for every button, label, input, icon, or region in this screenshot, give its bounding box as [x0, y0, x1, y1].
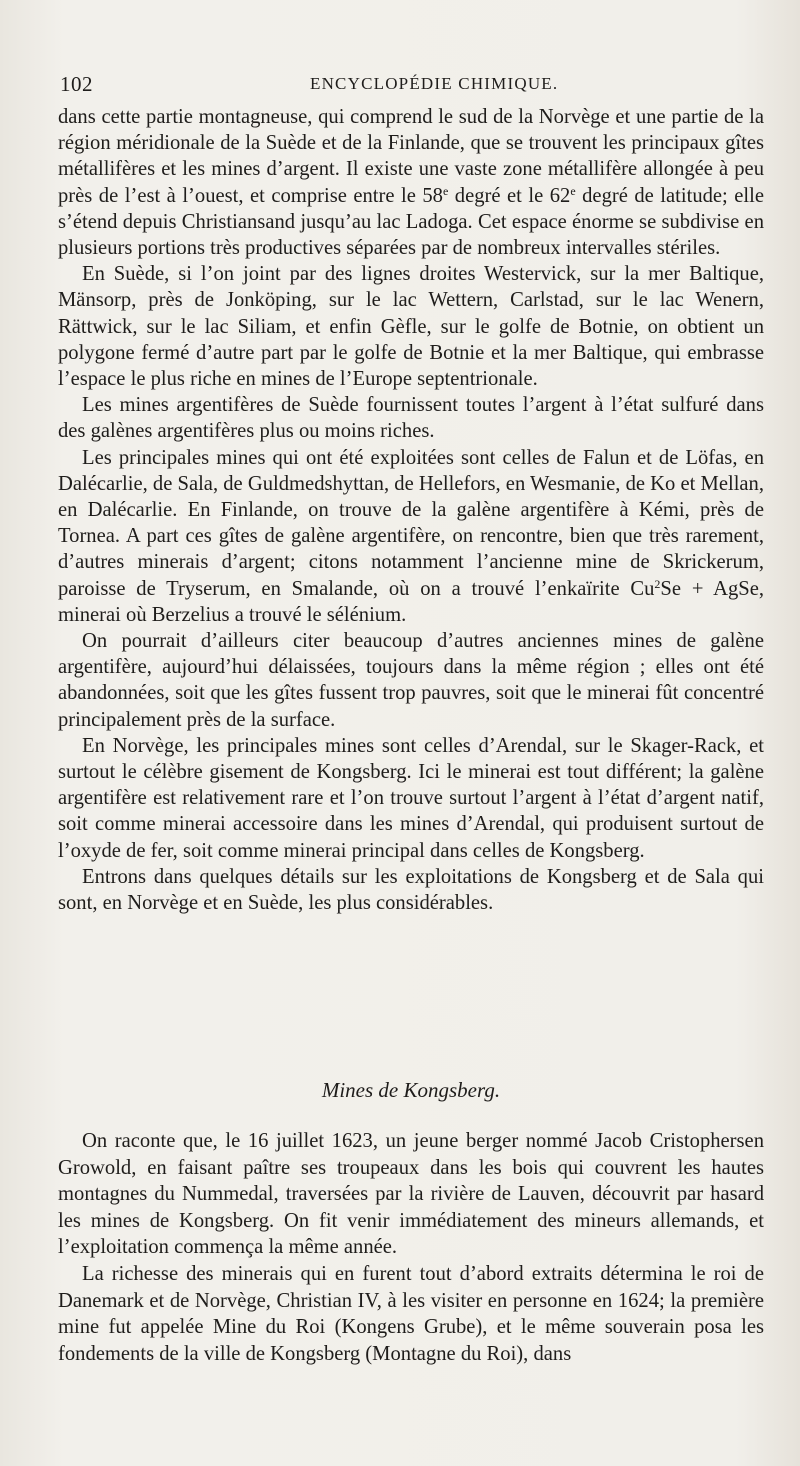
paragraph-4 [58, 445, 764, 628]
running-title: ENCYCLOPÉDIE CHIMIQUE. [310, 74, 559, 93]
page-header [60, 72, 750, 102]
paragraph-7: Entrons dans quelques détails sur les exploitations de Kongsberg et de Sala qui sont, en Norvège et en Suède, les plus considérables. [58, 865, 764, 915]
paragraph-2: En Suède, si l’on joint par des lignes droites Westervick, sur la mer Baltique, Mänsorp, près de Jonköping, sur le lac Wettern, Carlstad, sur le lac Wenern, Rättwick, sur le lac Siliam, et enfin Gèfle, sur le golfe de Botnie, on obtient un polygone fermé d’autre part par le golfe de Botnie et la mer Baltique, qui embrasse l’espace le plus riche en mines de l’Europe septentrionale. [58, 263, 764, 391]
paragraph-5: On pourrait d’ailleurs citer beaucoup d’autres anciennes mines de galène argentifère, aujourd’hui délaissées, toujours dans la même région ; elles ont été abandonnées, soit que les gîtes fussent trop pauvres, soit que le minerai fût concentré principalement près de la surface. [58, 630, 764, 731]
paragraph-4-text-b: Se + AgSe, minerai où Berzelius a trouvé le sélénium. [58, 577, 765, 626]
paragraph-4-text-a: Les principales mines qui ont été exploitées sont celles de Falun et de Löfas, en Dalécarlie, de Sala, de Guldmedshyttan, de Hellefors, en Wesmanie, de Ko et Mellan, en Dalécarlie. En Finlande, on trouve de la galène argentifère à Kémi, près de Tornea. A part ces gîtes de galène argentifère, on rencontre, bien que très rarement, d’autres minerais d’argent; citons notamment l’ancienne mine de Skrickerum, paroisse de Tryserum, en Smalande, où on a trouvé l’enkaïrite Cu [58, 446, 764, 600]
superscript-2: 2 [654, 576, 661, 591]
superscript-e-2: e [570, 183, 576, 198]
section-heading: Mines de Kongsberg. [321, 1078, 501, 1102]
main-text [58, 104, 764, 916]
page-number: 102 [60, 72, 93, 96]
paragraph-3: Les mines argentifères de Suède fournissent toutes l’argent à l’état sulfuré dans des galènes argentifères plus ou moins riches. [58, 394, 764, 443]
paragraph-1-text-a: dans cette partie montagneuse, qui comprend le sud de la Norvège et une partie de la région méridionale de la Suède et de la Finlande, que se trouvent les principaux gîtes métallifères et les mines d’argent. Il existe une vaste zone métallifère allongée à peu près de l’est à l’ouest, et comprise entre le 58 [58, 106, 764, 207]
paragraph-1 [58, 104, 764, 261]
superscript-e-1: e [442, 183, 449, 198]
paragraph-1-text-b: degré et le 62 [448, 184, 571, 207]
paragraph-1-text-c: degré de latitude; elle s’étend depuis Christiansand jusqu’au lac Ladoga. Cet espace énorme se subdivise en plusieurs portions très productives séparées par de nombreux intervalles stériles. [58, 184, 764, 260]
section-text [58, 1128, 764, 1367]
section-paragraph-2: La richesse des minerais qui en furent tout d’abord extraits détermina le roi de Danemark et de Norvège, Christian IV, à les visiter en personne en 1624; la première mine fut appelée Mine du Roi (Kongens Grube), et le même souverain posa les fondements de la ville de Kongsberg (Montagne du Roi), dans [58, 1262, 764, 1365]
paragraph-6: En Norvège, les principales mines sont celles d’Arendal, sur le Skager-Rack, et surtout le célèbre gisement de Kongsberg. Ici le minerai est tout différent; la galène argentifère est relativement rare et l’on trouve surtout l’argent à l’état d’argent natif, soit comme minerai accessoire dans les mines d’Arendal, qui produisent surtout de l’oxyde de fer, soit comme minerai principal dans celles de Kongsberg. [58, 734, 764, 862]
section-paragraph-1: On raconte que, le 16 juillet 1623, un jeune berger nommé Jacob Cristophersen Growold, en faisant paître ses troupeaux dans les bois qui couvrent les hautes montagnes du Nummedal, traversées par la rivière de Lauven, découvrit par hasard les mines de Kongsberg. On fit venir immédiatement des mineurs allemands, et l’exploitation commença la même année. [58, 1130, 764, 1259]
